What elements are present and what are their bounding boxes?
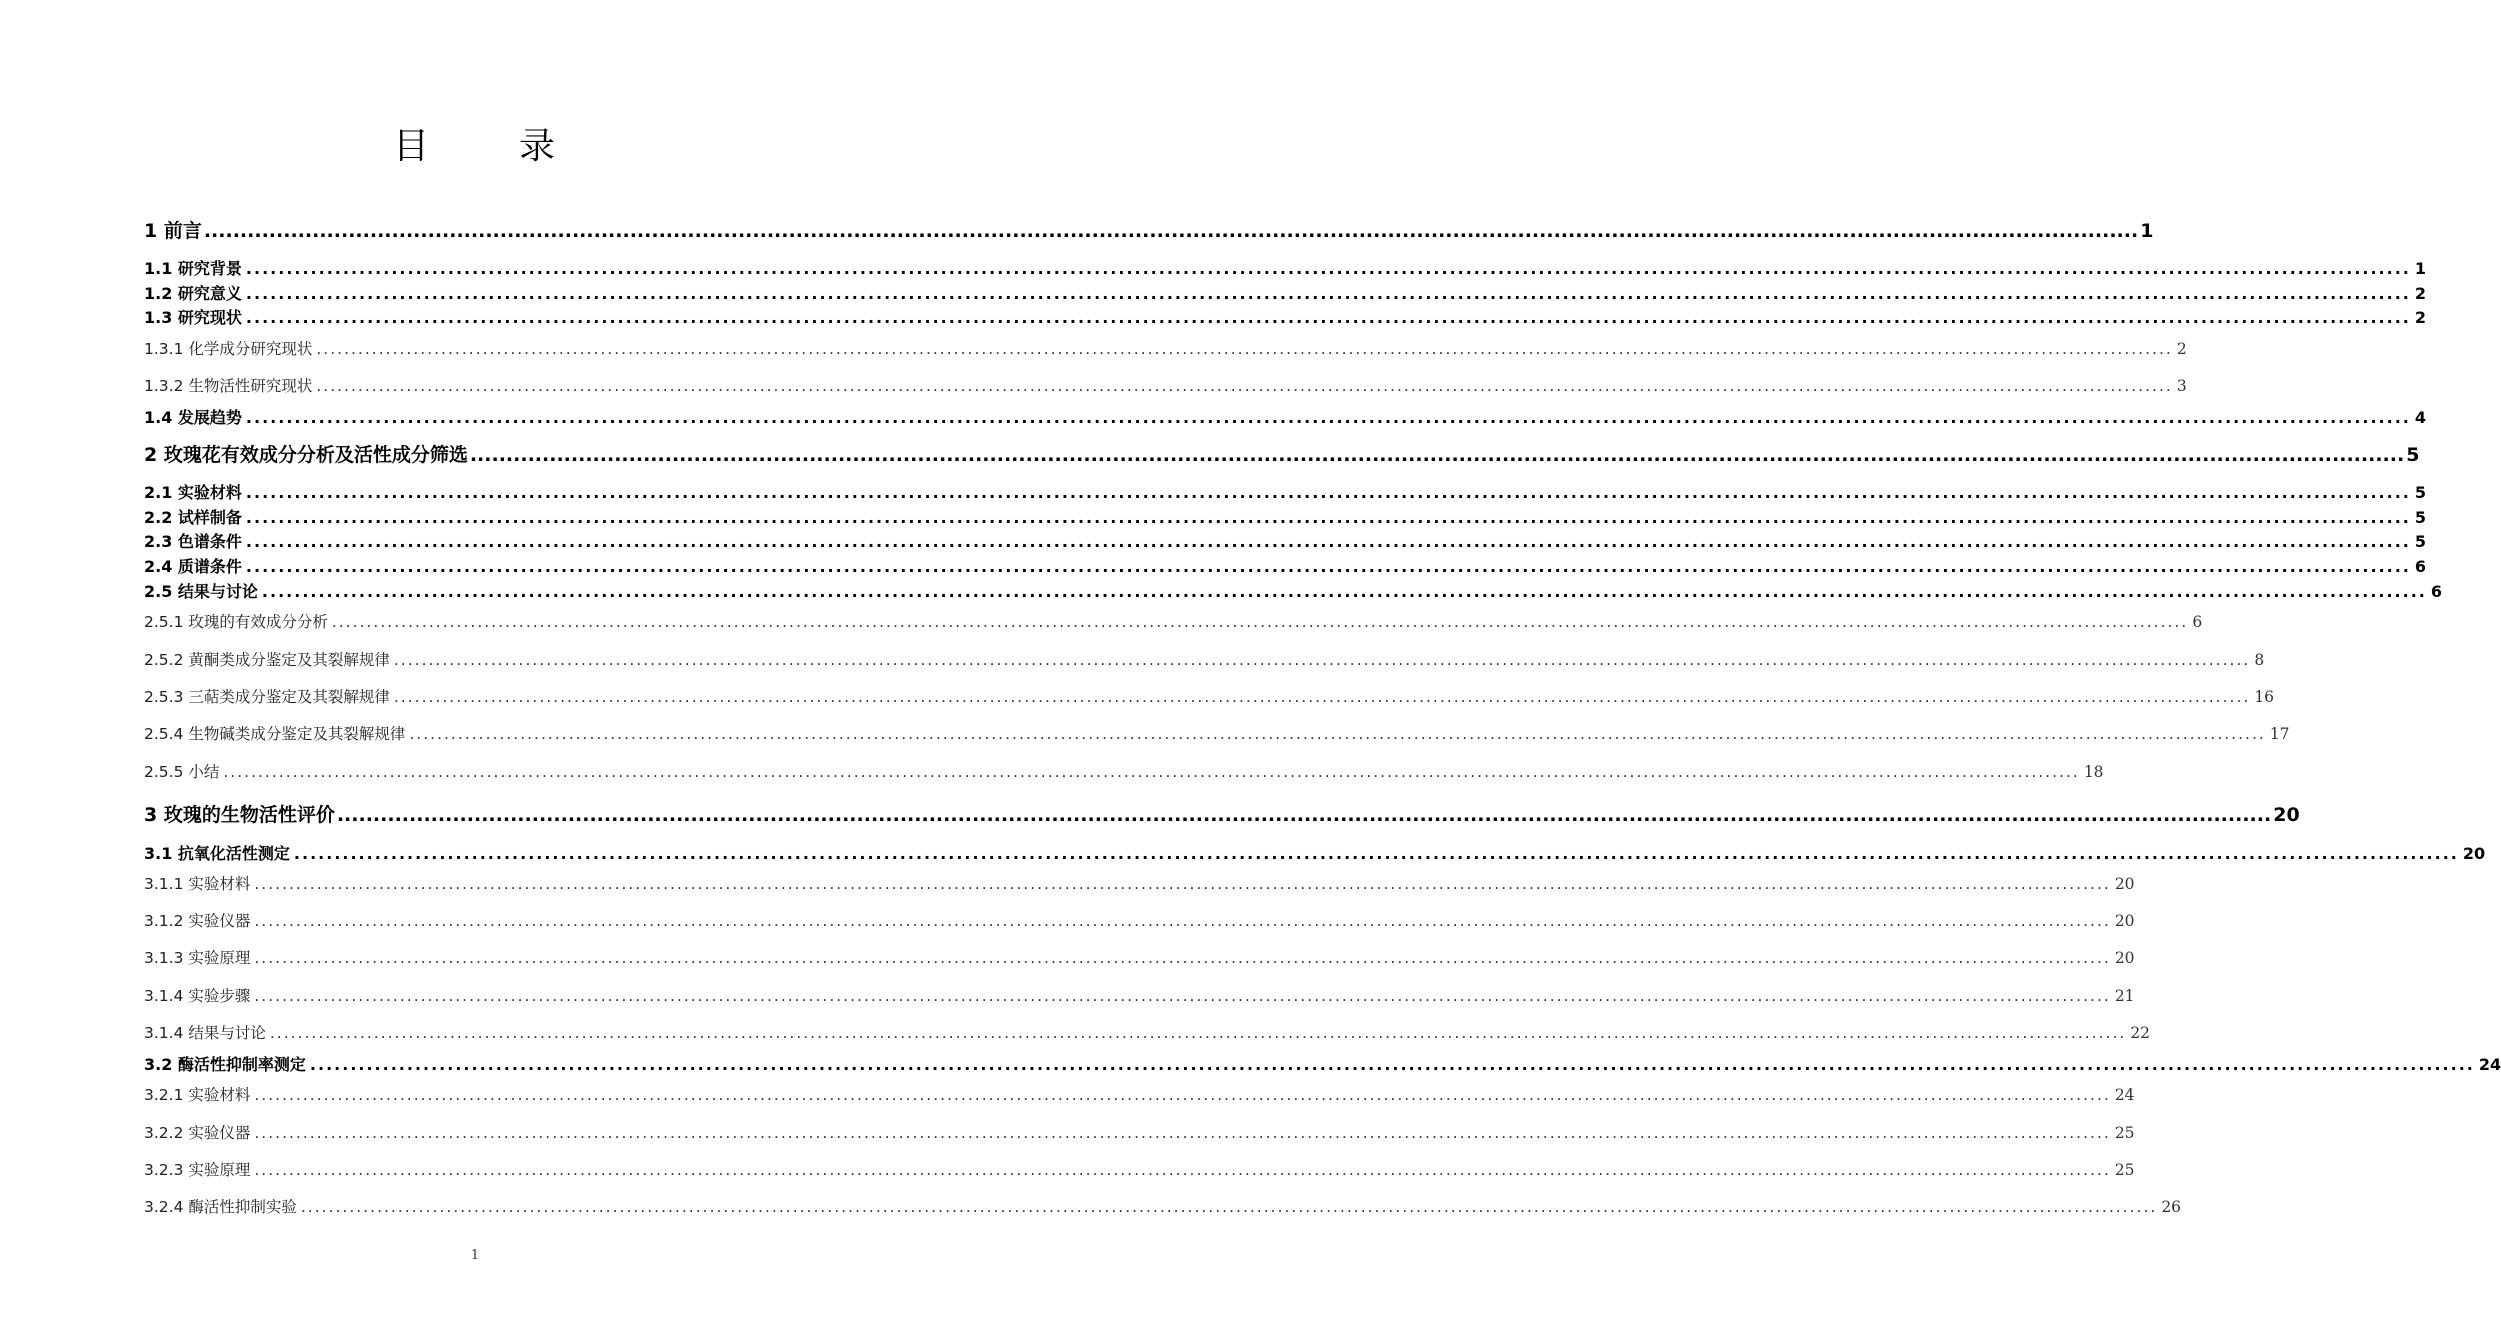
toc-entry[interactable]: 2.4 质谱条件 ............................................................................................................................................................................................................................................................................ 6 [144,557,2426,576]
toc-entry[interactable]: 1.1 研究背景 ............................................................................................................................................................................................................................................................................ 1 [144,259,2426,278]
toc-entry[interactable]: 1.2 研究意义 ............................................................................................................................................................................................................................................................................ 2 [144,284,2426,303]
toc-entry[interactable]: 1.3.1 化学成分研究现状 ............................................................................................................................................................................................................................................................................ 2 [144,340,2187,358]
toc-entry[interactable]: 2.5.4 生物碱类成分鉴定及其裂解规律 ............................................................................................................................................................................................................................................................................ 17 [144,725,2290,743]
title-char-1: 目 [392,126,431,167]
toc-entry[interactable]: 2.2 试样制备 ............................................................................................................................................................................................................................................................................ 5 [144,508,2426,527]
toc-entry[interactable]: 2.5 结果与讨论 ............................................................................................................................................................................................................................................................................ 6 [144,582,2442,601]
toc-entry[interactable]: 2.1 实验材料 ............................................................................................................................................................................................................................................................................ 5 [144,483,2426,502]
toc-entry[interactable]: 2.5.2 黄酮类成分鉴定及其裂解规律 ............................................................................................................................................................................................................................................................................ 8 [144,651,2265,669]
toc-entry[interactable]: 3.1 抗氧化活性测定 ............................................................................................................................................................................................................................................................................ 20 [144,844,2486,863]
toc-entry[interactable]: 3 玫瑰的生物活性评价 ............................................................................................................................................................................................................................................................................ 20 [144,804,2300,826]
toc-entry[interactable]: 1.4 发展趋势 ............................................................................................................................................................................................................................................................................ 4 [144,408,2426,427]
toc-entry[interactable]: 3.1.3 实验原理 ............................................................................................................................................................................................................................................................................ 20 [144,949,2135,967]
toc-entry[interactable]: 2.5.3 三萜类成分鉴定及其裂解规律 ............................................................................................................................................................................................................................................................................ 16 [144,688,2275,706]
toc-entry[interactable]: 3.2 酶活性抑制率测定 ............................................................................................................................................................................................................................................................................ 24 [144,1055,2501,1074]
toc-entry[interactable]: 3.1.1 实验材料 ............................................................................................................................................................................................................................................................................ 20 [144,875,2135,893]
toc-entry[interactable]: 3.1.2 实验仪器 ............................................................................................................................................................................................................................................................................ 20 [144,912,2135,930]
toc-entry[interactable]: 2.3 色谱条件 ............................................................................................................................................................................................................................................................................ 5 [144,532,2426,551]
toc-entry[interactable]: 1.3 研究现状 ............................................................................................................................................................................................................................................................................ 2 [144,308,2426,327]
toc-entry[interactable]: 1.3.2 生物活性研究现状 ............................................................................................................................................................................................................................................................................ 3 [144,377,2187,395]
page-title [0,122,950,172]
toc-entry[interactable]: 3.1.4 结果与讨论 ............................................................................................................................................................................................................................................................................ 22 [144,1024,2151,1042]
toc-entry[interactable]: 3.2.2 实验仪器 ............................................................................................................................................................................................................................................................................ 25 [144,1124,2135,1142]
toc-entry[interactable]: 3.1.4 实验步骤 ............................................................................................................................................................................................................................................................................ 21 [144,987,2135,1005]
toc-entry[interactable]: 2.5.5 小结 ............................................................................................................................................................................................................................................................................ 18 [144,763,2104,781]
toc-entry[interactable]: 1 前言 ............................................................................................................................................................................................................................................................................ 1 [144,220,2154,242]
toc-entry[interactable]: 2 玫瑰花有效成分分析及活性成分筛选 ............................................................................................................................................................................................................................................................................ 5 [144,444,2420,466]
toc-entry[interactable]: 2.5.1 玫瑰的有效成分分析 ............................................................................................................................................................................................................................................................................ 6 [144,613,2203,631]
toc-entry[interactable]: 3.2.1 实验材料 ............................................................................................................................................................................................................................................................................ 24 [144,1086,2135,1104]
toc-entry[interactable]: 3.2.4 酶活性抑制实验 ............................................................................................................................................................................................................................................................................ 26 [144,1198,2182,1216]
toc-entry[interactable]: 3.2.3 实验原理 ............................................................................................................................................................................................................................................................................ 25 [144,1161,2135,1179]
title-char-2: 录 [519,126,558,167]
page-number: 1 [470,1248,480,1263]
